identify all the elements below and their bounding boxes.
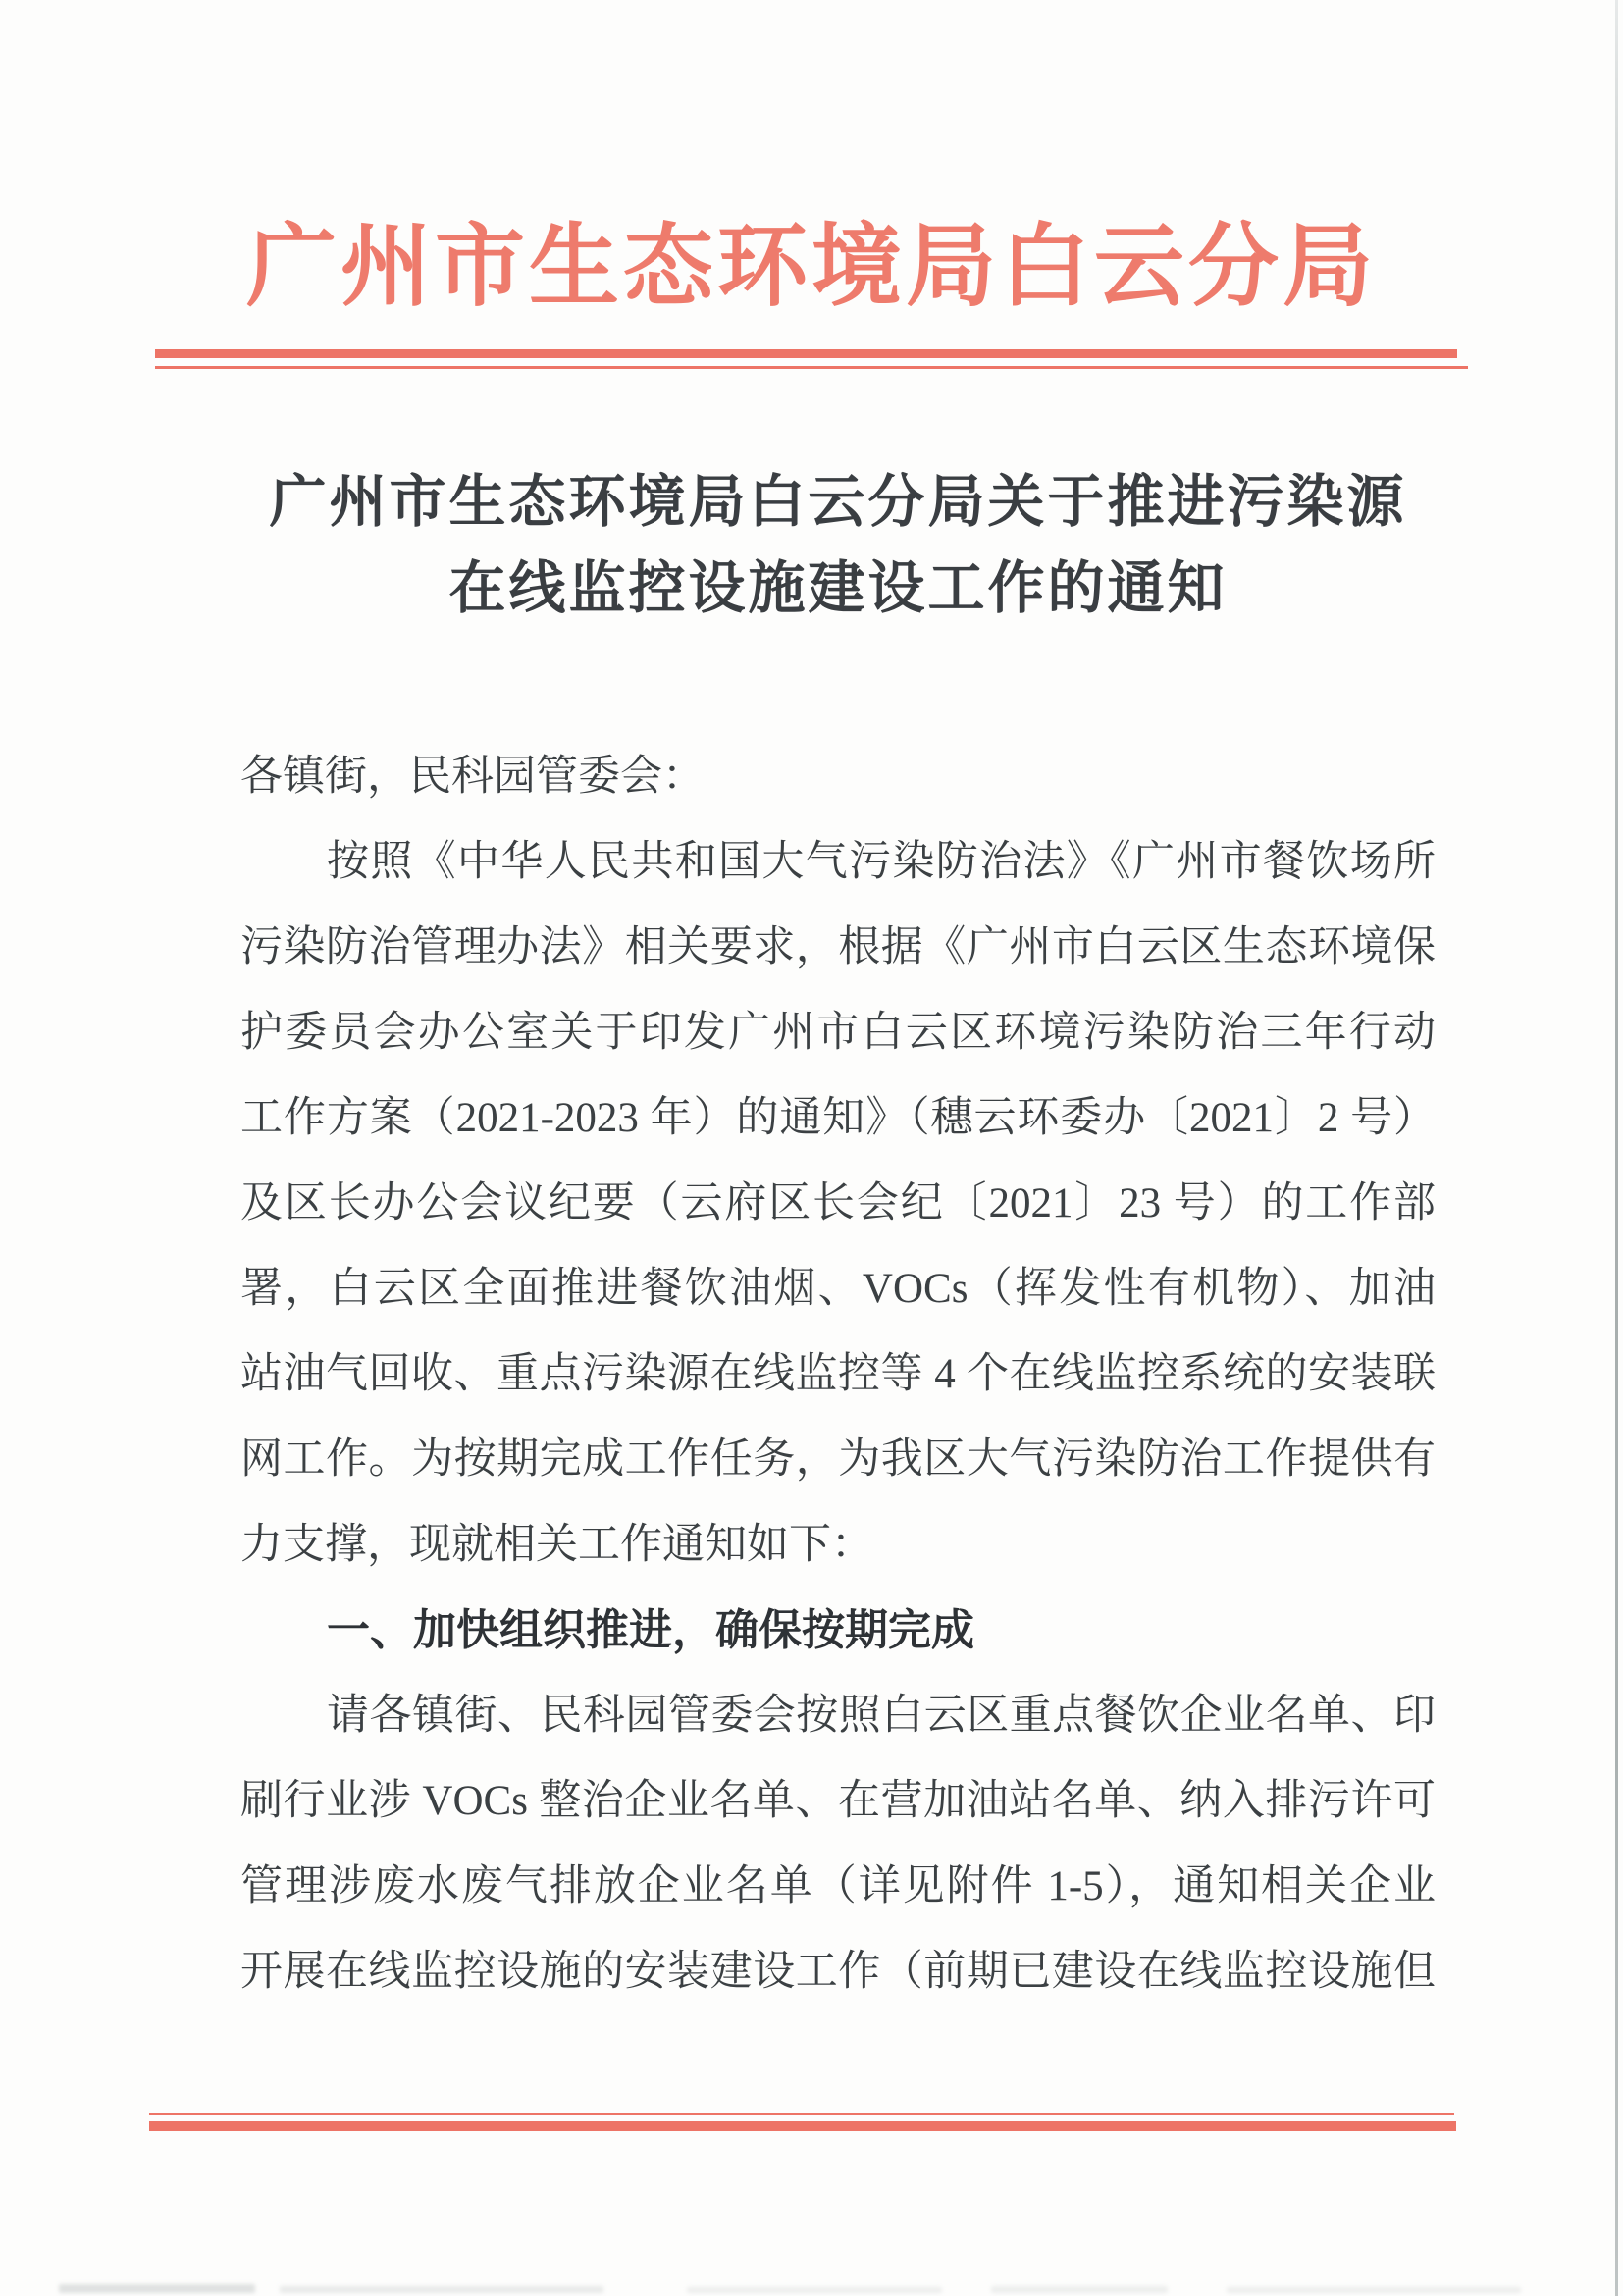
document-body [240,734,1436,2014]
body-line: 网工作。为按期完成工作任务，为我区大气污染防治工作提供有 [240,1436,1436,1483]
body-line: 站油气回收、重点污染源在线监控等 4 个在线监控系统的安装联 [240,1351,1436,1397]
scan-page-edge-line [1615,0,1618,2296]
body-line: 开展在线监控设施的安装建设工作（前期已建设在线监控设施但 [240,1949,1436,1995]
body-line: 力支撑，现就相关工作通知如下： [240,1522,873,1568]
scan-artifact [687,2287,942,2293]
footer-separator-thin [149,2113,1454,2115]
scan-artifact [59,2284,255,2293]
document-title [240,459,1436,632]
body-line: 请各镇街、民科园管委会按照白云区重点餐饮企业名单、印 [327,1693,1436,1739]
body-line: 按照《中华人民共和国大气污染防治法》《广州市餐饮场所 [327,839,1436,885]
scan-artifact [1227,2287,1521,2293]
body-line: 污染防治管理办法》相关要求，根据《广州市白云区生态环境保 [240,924,1436,970]
salutation: 各镇街，民科园管委会： [240,754,705,800]
title-line-1: 广州市生态环境局白云分局关于推进污染源 [269,470,1407,534]
body-line: 及区长办公会议纪要（云府区长会纪〔2021〕23 号）的工作部 [240,1180,1436,1226]
scan-artifact [280,2286,603,2293]
footer-separator-thick [149,2121,1456,2131]
body-line: 工作方案（2021-2023 年）的通知》（穗云环委办〔2021〕2 号） [240,1095,1436,1141]
header-separator-thick [155,349,1457,358]
title-line-2: 在线监控设施建设工作的通知 [448,556,1228,620]
body-line: 署，白云区全面推进餐饮油烟、VOCs（挥发性有机物）、加油 [240,1266,1436,1312]
header-separator-thin [155,366,1468,369]
body-line: 管理涉废水废气排放企业名单（详见附件 1-5），通知相关企业 [240,1863,1436,1909]
agency-letterhead: 广州市生态环境局白云分局 [245,217,1377,317]
section-heading: 一、加快组织推进，确保按期完成 [327,1606,974,1654]
body-line: 护委员会办公室关于印发广州市白云区环境污染防治三年行动 [240,1010,1436,1056]
body-line: 刷行业涉 VOCs 整治企业名单、在营加油站名单、纳入排污许可 [240,1778,1436,1824]
scan-artifact [991,2286,1168,2293]
